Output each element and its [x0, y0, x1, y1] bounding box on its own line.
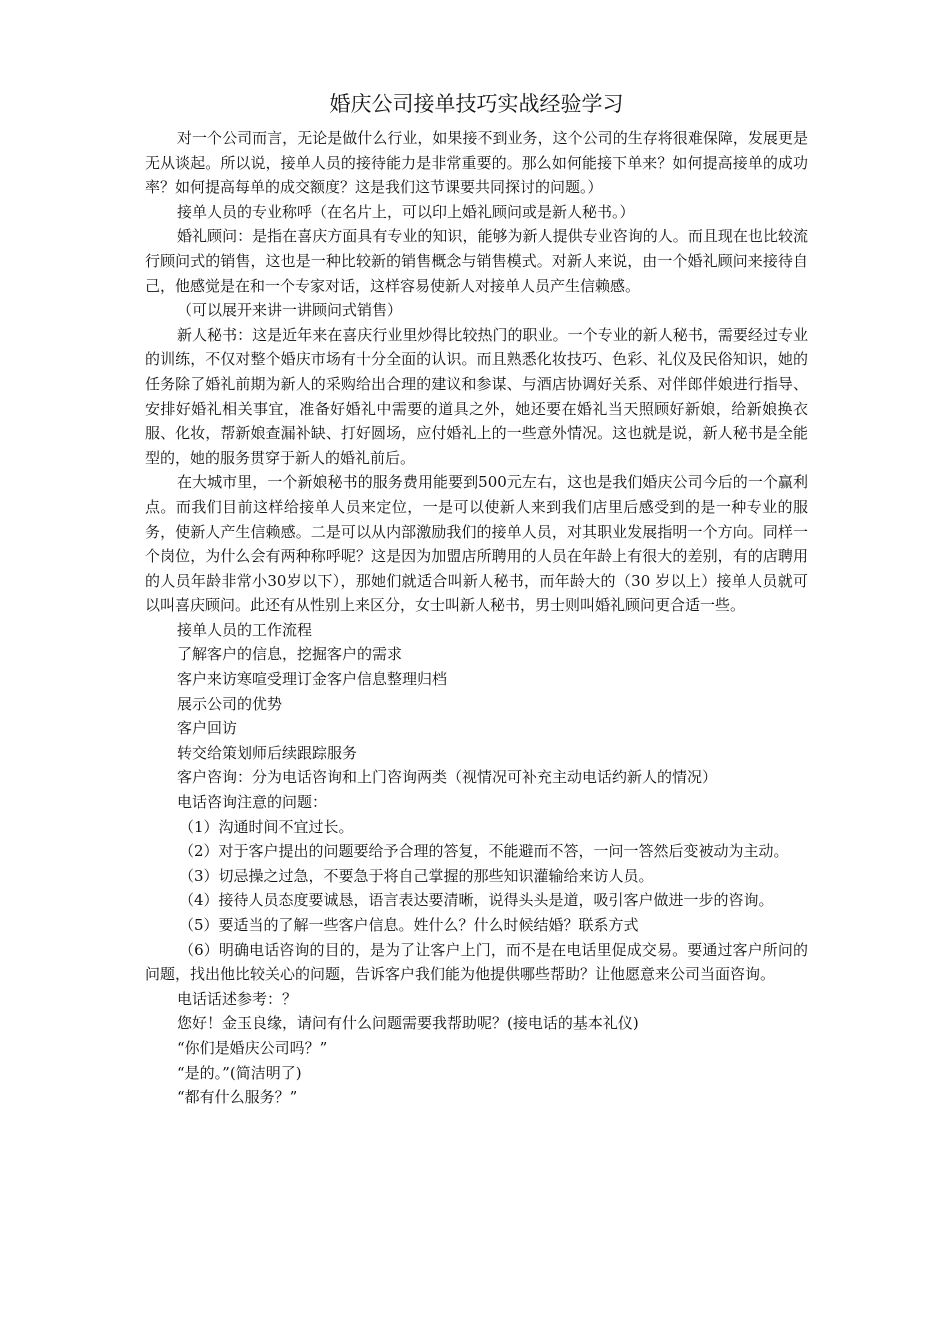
document-title: 婚庆公司接单技巧实战经验学习	[329, 92, 624, 116]
paragraph-wedding-consultant: 婚礼顾问：是指在喜庆方面具有专业的知识，能够为新人提供专业咨询的人。而且现在也比较流行顾问式的销售，这也是一种比较新的销售概念与销售模式。对新人来说，由一个婚礼顾问来接待自己，他感觉是在和一个专家对话，这样容易使新人对接单人员产生信赖感。	[145, 227, 808, 295]
workflow-step-4: 客户回访	[177, 719, 238, 738]
phone-note-1: （1）沟通时间不宜过长。	[179, 817, 354, 836]
paragraph-bridal-secretary: 新人秘书：这是近年来在喜庆行业里炒得比较热门的职业。一个专业的新人秘书，需要经过专业的训练，不仅对整个婚庆市场有十分全面的认识。而且熟悉化妆技巧、色彩、礼仪及民俗知识，她的任务除了婚礼前期为新人的采购给出合理的建议和参谋、与酒店协调好关系、对伴郎伴娘进行指导、安排好婚礼相关事宜，准备好婚礼中需要的道具之外，她还要在婚礼当天照顾好新娘，给新娘换衣服、化妆，帮新娘查漏补缺、打好圆场，应付婚礼上的一些意外情况。这也就是说，新人秘书是全能型的，她的服务贯穿于新人的婚礼前后。	[145, 325, 808, 467]
paragraph-phone-script-heading: 电话话述参考：？	[177, 989, 298, 1008]
paragraph-big-city-fee: 在大城市里，一个新娘秘书的服务费用能要到500元左右，这也是我们婚庆公司今后的一个赢利点。而我们目前这样给接单人员来定位，一是可以使新人来到我们店里后感受到的是一种专业的服务，使新人产生信赖感。二是可以从内部激励我们的接单人员，对其职业发展指明一个方向。同样一个岗位，为什么会有两种称呼呢？这是因为加盟店所聘用的人员在年龄上有很大的差别，有的店聘用的人员年龄非常小30岁以下），那她们就适合叫新人秘书，而年龄大的（30 岁以上）接单人员就可以叫喜庆顾问。此还有从性别上来区分，女士叫新人秘书，男士则叫婚礼顾问更合适一些。	[145, 473, 808, 615]
phone-note-4: （4）接待人员态度要诚恳，语言表达要清晰，说得头头是道，吸引客户做进一步的咨询。	[179, 891, 774, 910]
document-page	[145, 88, 808, 1110]
script-line-answer-1: “是的。”(简洁明了)	[177, 1063, 302, 1082]
paragraph-workflow-heading: 接单人员的工作流程	[177, 620, 313, 639]
paragraph-consultative-selling-note: （可以展开来讲一讲顾问式销售）	[177, 301, 403, 320]
phone-note-2: （2）对于客户提出的问题要给予合理的答复，不能避而不答，一问一答然后变被动为主动。	[179, 842, 789, 861]
workflow-step-2: 客户来访寒喧受理订金客户信息整理归档	[177, 670, 448, 689]
paragraph-phone-notes-heading: 电话咨询注意的问题：	[177, 793, 328, 812]
phone-note-6: （6）明确电话咨询的目的，是为了让客户上门，而不是在电话里促成交易。要通过客户所问的问题，找出他比较关心的问题，告诉客户我们能为他提供哪些帮助？让他愿意来公司当面咨询。	[145, 940, 808, 984]
script-line-greeting: 您好！金玉良缘，请问有什么问题需要我帮助呢？(接电话的基本礼仪)	[177, 1014, 639, 1033]
phone-note-5: （5）要适当的了解一些客户信息。姓什么？什么时候结婚？联系方式	[179, 916, 639, 934]
workflow-step-3: 展示公司的优势	[177, 694, 283, 713]
paragraph-intro: 对一个公司而言，无论是做什么行业，如果接不到业务，这个公司的生存将很难保障，发展更是无从谈起。所以说，接单人员的接待能力是非常重要的。那么如何能接下单来？如何提高接单的成功率？如何提高每单的成交额度？这是我们这节课要共同探讨的问题。）	[145, 129, 808, 197]
phone-note-3: （3）切忌操之过急，不要急于将自己掌握的那些知识灌输给来访人员。	[179, 866, 654, 885]
paragraph-consultation-types: 客户咨询：分为电话咨询和上门咨询两类（视情况可补充主动电话约新人的情况）	[177, 768, 718, 787]
workflow-step-1: 了解客户的信息，挖掘客户的需求	[177, 645, 403, 664]
script-line-question-2: “都有什么服务？”	[177, 1088, 298, 1107]
paragraph-professional-title: 接单人员的专业称呼（在名片上，可以印上婚礼顾问或是新人秘书。）	[177, 202, 635, 221]
workflow-step-5: 转交给策划师后续跟踪服务	[177, 743, 358, 762]
script-line-question-1: “你们是婚庆公司吗？”	[177, 1038, 328, 1057]
